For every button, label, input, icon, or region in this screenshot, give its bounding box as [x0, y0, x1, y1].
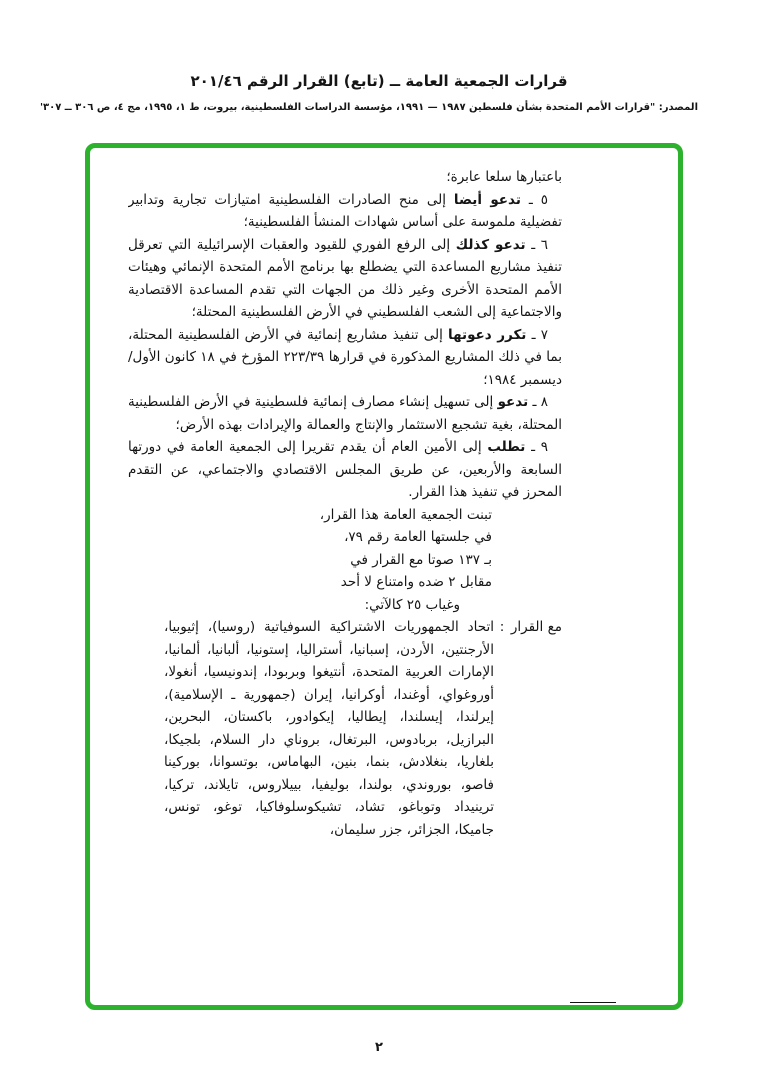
paragraph-8 — [128, 391, 562, 436]
paragraph-8-text: إلى تسهيل إنشاء مصارف إنمائية فلسطينية في الأرض الفلسطينية المحتلة، بغية تشجيع الاستثمار والإنتاج والعمالة والإيرادات بهذه الأرض؛ — [128, 394, 562, 433]
paragraph-5 — [128, 189, 562, 234]
paragraph-7 — [128, 324, 562, 392]
paragraph-5-number: ٥ ـ — [528, 191, 549, 208]
paragraph-6-text: إلى الرفع الفوري للقيود والعقبات الإسرائيلية التي تعرقل تنفيذ مشاريع المساعدة التي يضطلع بها برنامج الأمم المتحدة الإنمائي وهيئات الأمم المتحدة الأخرى وغير ذلك من الجهات التي تقدم المساعدة الاقتصادية والاجتماعية إلى الشعب الفلسطيني في الأرض الفلسطينية المحتلة؛ — [128, 236, 562, 320]
paragraph-7-number: ٧ ـ — [531, 326, 548, 343]
paragraph-9-lead: تطلب — [487, 439, 526, 455]
adoption-line: مقابل ٢ ضده وامتناع لا أحد — [340, 574, 492, 590]
content-frame — [85, 143, 683, 1010]
adoption-line: في جلستها العامة رقم ٧٩، — [344, 529, 492, 545]
page-number: ٢ — [375, 1040, 383, 1055]
adoption-line: تبنت الجمعية العامة هذا القرار، — [319, 506, 492, 523]
paragraph-5-text: إلى منح الصادرات الفلسطينية امتيازات تجارية وتدابير تفضيلية ملموسة على أساس شهادات المنشأ الفلسطينية؛ — [128, 191, 562, 230]
source-line: المصدر: "قرارات الأمم المتحدة بشأن فلسطين ١٩٨٧ — ١٩٩١، مؤسسة الدراسات الفلسطينية، بيروت، ط ١، ١٩٩٥، مج ٤، ص ٣٠٦ ــ ٣٠٧' — [39, 102, 698, 113]
paragraph-5-lead: تدعو أيضا — [453, 191, 521, 208]
paragraph-9 — [128, 436, 562, 504]
paragraph-8-number: ٨ ـ — [532, 394, 549, 410]
vote-record — [128, 616, 562, 841]
resolution-text — [128, 166, 562, 999]
continuation-line: باعتبارها سلعا عابرة؛ — [446, 169, 562, 185]
vote-label: مع القرار — [510, 619, 562, 635]
paragraph-6-lead: تدعو كذلك — [455, 236, 526, 253]
adoption-block — [198, 504, 492, 617]
paragraph-8-lead: تدعو — [497, 394, 529, 410]
paragraph-7-lead: تكرر دعوتها — [448, 326, 527, 343]
paragraph-6 — [128, 234, 562, 324]
page-title: قرارات الجمعية العامة ــ (تابع) القرار الرقم ٢٠١/٤٦ — [190, 72, 568, 90]
paragraph-7-text: إلى تنفيذ مشاريع إنمائية في الأرض الفلسطينية المحتلة، بما في ذلك المشاريع المذكورة في قرارها ٢٢٣/٣٩ المؤرخ في ١٨ كانون الأول/ديسمبر ١٩٨٤؛ — [128, 326, 562, 388]
paragraph-6-number: ٦ ـ — [531, 236, 549, 253]
footnote-rule — [570, 1002, 616, 1003]
adoption-line: وغياب ٢٥ كالآتي: — [364, 596, 460, 613]
paragraph-9-text: إلى الأمين العام أن يقدم تقريرا إلى الجمعية العامة في دورتها السابعة والأربعين، عن طريق المجلس الاقتصادي والاجتماعي، عن التقدم المحرز في تنفيذ هذا القرار. — [128, 439, 562, 500]
adoption-line: بـ ١٣٧ صوتا مع القرار في — [350, 551, 492, 568]
vote-countries: اتحاد الجمهوريات الاشتراكية السوفياتية (روسيا)، إثيوبيا، الأرجنتين، الأردن، إسبانيا، أستراليا، إستونيا، ألبانيا، ألمانيا، الإمارات العربية المتحدة، أنتيغوا وبربودا، إندونيسيا، أنغولا، أوروغواي، أوغندا، أوكرانيا، إيران (جمهورية ـ الإسلامية)، إيرلندا، إيسلندا، إيطاليا، إيكوادور، باكستان، البحرين، البرازيل، بربادوس، البرتغال، بروناي دار السلام، بلجيكا، بلغاريا، بنغلادش، بنما، بنين، البهاماس، بوتسوانا، بوركينا فاصو، بوروندي، بولندا، بوليفيا، بييلاروس، تايلاند، تركيا، ترينيداد وتوباغو، تشاد، تشيكوسلوفاكيا، توغو، تونس، جاميكا، الجزائر، جزر سليمان، — [164, 619, 494, 838]
paragraph-9-number: ٩ ـ — [531, 439, 548, 455]
vote-separator: : — [499, 619, 505, 635]
